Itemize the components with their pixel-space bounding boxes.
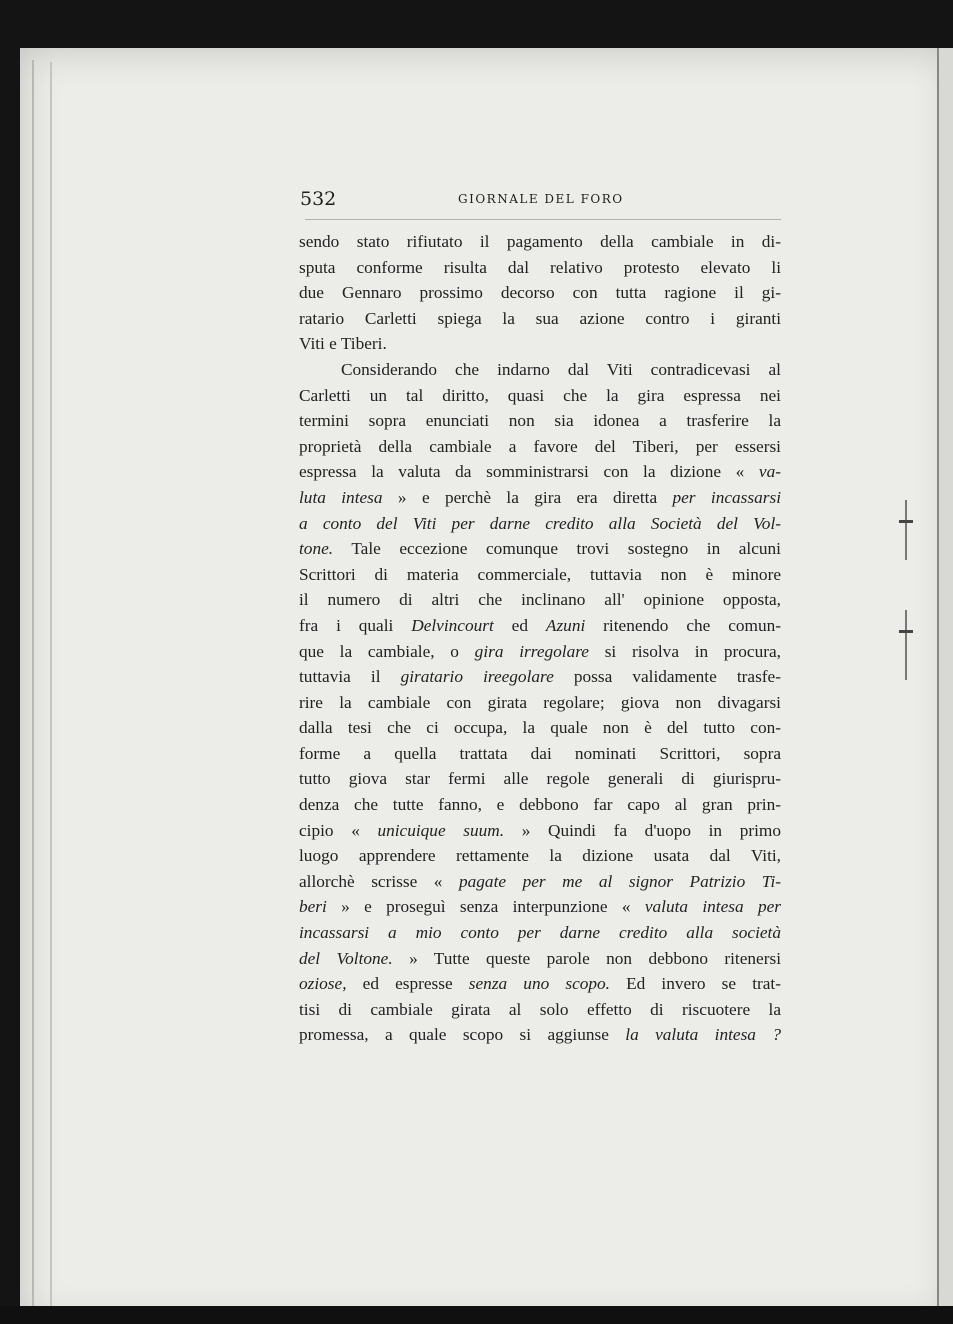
text-line: incassarsi a mio conto per darne credito alla società	[299, 923, 781, 943]
text-line: Carletti un tal diritto, quasi che la gira espressa nei	[299, 385, 781, 405]
text-line: Scrittori di materia commerciale, tuttavia non è minore	[299, 564, 781, 584]
scan-border	[0, 1306, 953, 1324]
text-line: espressa la valuta da somministrarsi con la dizione « va-	[299, 462, 781, 482]
margin-mark	[899, 520, 913, 523]
text-line: promessa, a quale scopo si aggiunse la valuta intesa ?	[299, 1025, 781, 1045]
text-line: Considerando che indarno dal Viti contradicevasi al	[341, 359, 781, 379]
text-line: tutto giova star fermi alle regole generali di giurispru-	[299, 769, 781, 789]
text-line: sputa conforme risulta dal relativo protesto elevato li	[299, 257, 781, 277]
page-number: 532	[300, 188, 337, 210]
text-line: due Gennaro prossimo decorso con tutta ragione il gi-	[299, 283, 781, 303]
page-edge-line	[32, 60, 34, 1324]
body-text	[299, 229, 781, 1048]
text-line: que la cambiale, o gira irregolare si risolva in procura,	[299, 641, 781, 661]
text-line: del Voltone. » Tutte queste parole non debbono ritenersi	[299, 948, 781, 968]
text-line: forme a quella trattata dai nominati Scrittori, sopra	[299, 743, 781, 763]
text-line: proprietà della cambiale a favore del Tiberi, per essersi	[299, 436, 781, 456]
text-line: luta intesa » e perchè la gira era diretta per incassarsi	[299, 487, 782, 507]
text-line: beri » e proseguì senza interpunzione « valuta intesa per	[299, 897, 781, 917]
text-line: luogo apprendere rettamente la dizione usata dal Viti,	[299, 846, 781, 866]
text-line: rire la cambiale con girata regolare; giova non divagarsi	[299, 692, 781, 712]
text-line: termini sopra enunciati non sia idonea a trasferire la	[299, 411, 781, 431]
text-line: fra i quali Delvincourt ed Azuni ritenendo che comun-	[299, 615, 781, 635]
header-rule	[305, 219, 781, 220]
text-line: ratario Carletti spiega la sua azione contro i giranti	[299, 308, 781, 328]
text-line: allorchè scrisse « pagate per me al signor Patrizio Ti-	[299, 871, 781, 891]
margin-mark	[905, 500, 907, 560]
text-line: Viti e Tiberi.	[299, 334, 387, 354]
running-title: GIORNALE DEL FORO	[458, 192, 624, 206]
text-line: tisi di cambiale girata al solo effetto di riscuotere la	[299, 999, 781, 1019]
text-line: tone. Tale eccezione comunque trovi sostegno in alcuni	[299, 539, 781, 559]
text-line: oziose, ed espresse senza uno scopo. Ed invero se trat-	[299, 974, 781, 994]
next-page-edge	[937, 48, 953, 1324]
text-line: denza che tutte fanno, e debbono far capo al gran prin-	[299, 795, 781, 815]
margin-mark	[905, 610, 907, 680]
text-line: cipio « unicuique suum. » Quindi fa d'uopo in primo	[299, 820, 781, 840]
text-line: dalla tesi che ci occupa, la quale non è del tutto con-	[299, 718, 781, 738]
text-line: il numero di altri che inclinano all' opinione opposta,	[299, 590, 781, 610]
margin-mark	[899, 630, 913, 633]
text-line: a conto del Viti per darne credito alla Società del Vol-	[299, 513, 781, 533]
text-line: tuttavia il giratario ireegolare possa validamente trasfe-	[299, 667, 781, 687]
page-edge-line	[50, 62, 52, 1324]
text-line: sendo stato rifiutato il pagamento della cambiale in di-	[299, 232, 781, 251]
page-header	[298, 188, 782, 212]
